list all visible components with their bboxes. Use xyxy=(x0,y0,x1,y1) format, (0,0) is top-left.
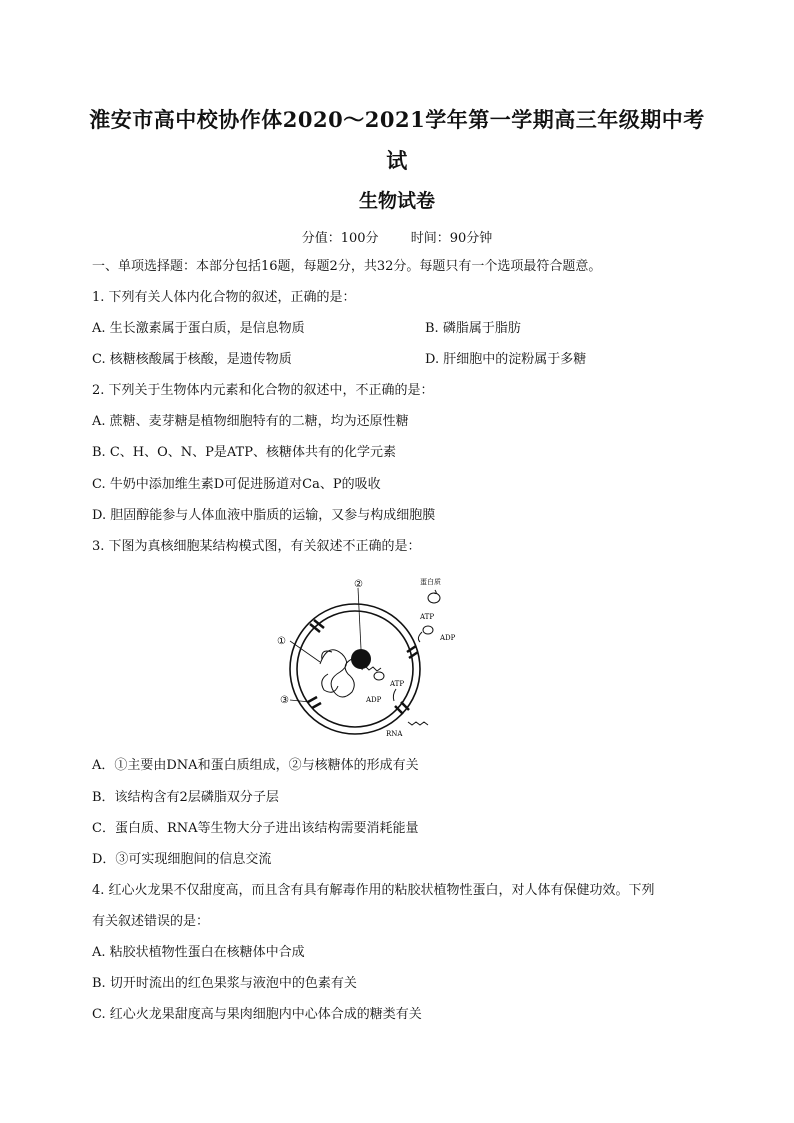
exam-meta xyxy=(0,227,794,246)
score-info: 分值：100分 xyxy=(301,231,379,246)
question-4-option-c: C. 红心火龙果甜度高与果肉细胞内中心体合成的糖类有关 xyxy=(92,1007,422,1022)
atp-arrow-top xyxy=(418,632,422,642)
label-adp-top: ADP xyxy=(440,634,456,642)
protein-arrow-top xyxy=(434,590,436,594)
nucleolus xyxy=(351,649,371,669)
question-2-stem: 2. 下列关于生物体内元素和化合物的叙述中，不正确的是： xyxy=(92,383,434,398)
question-3-stem: 3. 下图为真核细胞某结构模式图，有关叙述不正确的是： xyxy=(92,539,421,554)
question-1-option-c: C. 核糖核酸属于核酸，是遗传物质 xyxy=(92,352,292,367)
label-atp-top: ATP xyxy=(420,613,435,621)
question-3-option-b: B．该结构含有2层磷脂双分子层 xyxy=(92,790,279,805)
label-2: ② xyxy=(354,579,363,590)
label-adp-bottom: ADP xyxy=(366,696,382,704)
nuclear-pore-bottom-right xyxy=(395,702,409,714)
question-1-option-b: B. 磷脂属于脂肪 xyxy=(425,321,521,336)
protein-blob-inner xyxy=(374,672,384,680)
label-protein: 蛋白质 xyxy=(420,578,441,586)
outer-membrane xyxy=(290,604,420,734)
leader-line-2 xyxy=(358,588,361,649)
protein-blob-mid xyxy=(423,626,433,634)
protein-blob-top xyxy=(428,593,440,603)
question-2-option-a: A. 蔗糖、麦芽糖是植物细胞特有的二糖，均为还原性糖 xyxy=(92,414,409,429)
exam-subject-title: 生物试卷 xyxy=(358,190,435,212)
nucleus-diagram xyxy=(270,574,460,744)
label-rna: RNA xyxy=(386,730,403,738)
rna-strand-outer xyxy=(408,722,428,725)
label-atp-bottom: ATP xyxy=(390,680,405,688)
question-2-option-c: C. 牛奶中添加维生素D可促进肠道对Ca、P的吸收 xyxy=(92,477,381,492)
section-heading: 一、单项选择题：本部分包括16题，每题2分，共32分。每题只有一个选项最符合题意。 xyxy=(92,259,602,274)
label-1: ① xyxy=(277,636,286,647)
question-3-option-c: C．蛋白质、RNA等生物大分子进出该结构需要消耗能量 xyxy=(92,821,419,836)
question-3-option-a: A．①主要由DNA和蛋白质组成，②与核糖体的形成有关 xyxy=(92,758,419,773)
time-info: 时间：90分钟 xyxy=(410,231,493,246)
exam-title-line2: 试 xyxy=(386,148,408,173)
leader-line-1 xyxy=(290,641,320,662)
exam-title-line1: 淮安市高中校协作体2020～2021学年第一学期高三年级期中考 xyxy=(89,107,705,132)
atp-arrow-bottom xyxy=(393,689,396,701)
question-2-option-b: B. C、H、O、N、P是ATP、核糖体共有的化学元素 xyxy=(92,445,396,460)
question-4-stem-line2: 有关叙述错误的是： xyxy=(92,914,210,929)
nucleus-diagram-svg xyxy=(270,574,460,744)
question-4-stem-line1: 4. 红心火龙果不仅甜度高，而且含有具有解毒作用的粘胶状植物性蛋白，对人体有保健功效。下列 xyxy=(92,883,655,898)
question-1-option-d: D. 肝细胞中的淀粉属于多糖 xyxy=(425,352,587,367)
question-4-option-b: B. 切开时流出的红色果浆与液泡中的色素有关 xyxy=(92,976,357,991)
question-1-option-a: A. 生长激素属于蛋白质，是信息物质 xyxy=(92,321,305,336)
question-2-option-d: D. 胆固醇能参与人体血液中脂质的运输，又参与构成细胞膜 xyxy=(92,508,436,523)
question-1-stem: 1. 下列有关人体内化合物的叙述，正确的是： xyxy=(92,290,356,305)
label-3: ③ xyxy=(280,695,289,706)
question-4-option-a: A. 粘胶状植物性蛋白在核糖体中合成 xyxy=(92,945,305,960)
question-3-option-d: D．③可实现细胞间的信息交流 xyxy=(92,852,272,867)
rna-strand-inner xyxy=(365,666,381,671)
